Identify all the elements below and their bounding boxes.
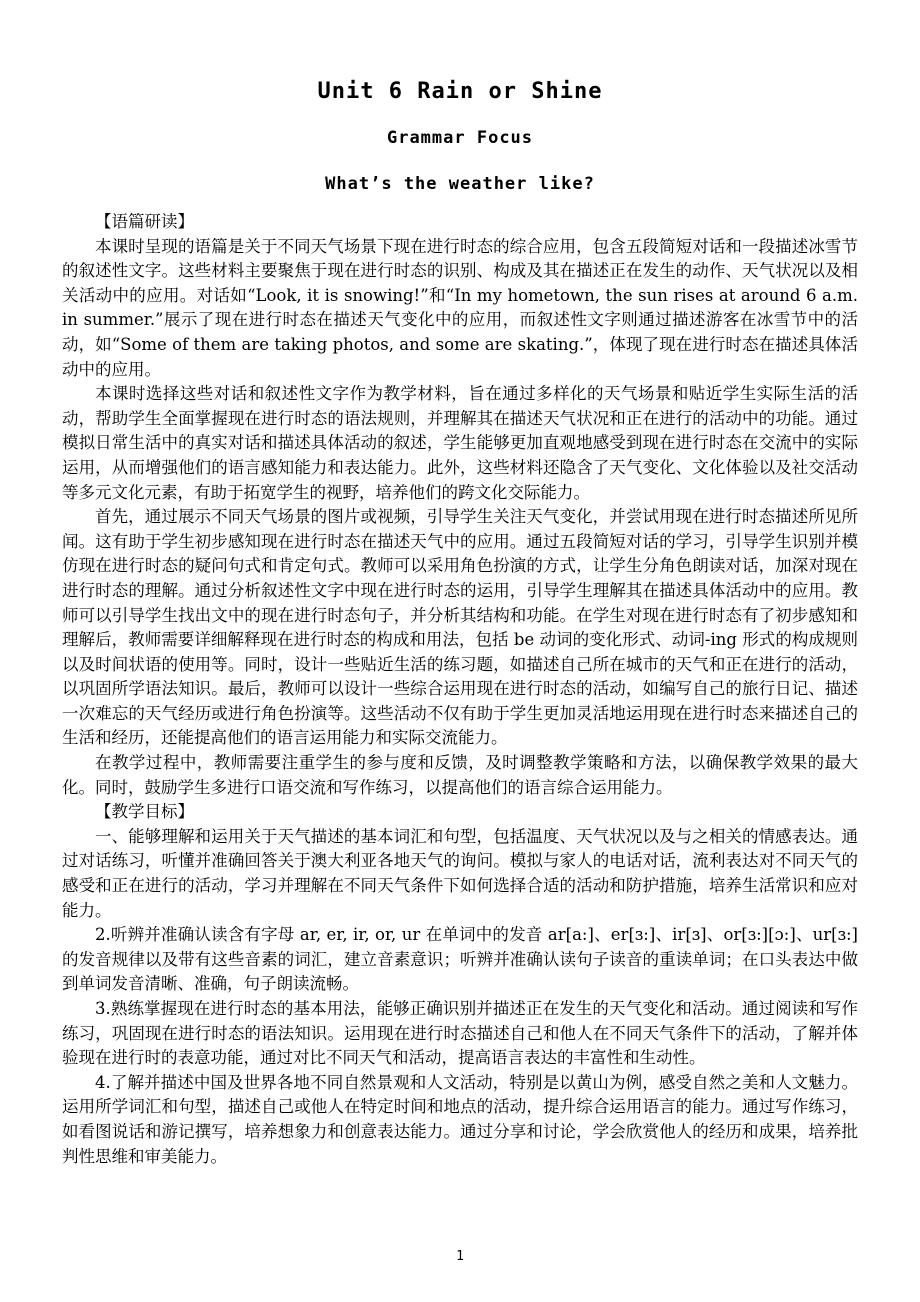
section-heading-teaching-objectives: 【教学目标】: [95, 802, 194, 822]
page-number: 1: [456, 1249, 464, 1264]
paragraph-objective-3: 3.熟练掌握现在进行时态的基本用法，能够正确识别并描述正在发生的天气变化和活动。通过阅读和写作练习，巩固现在进行时态的语法知识。运用现在进行时态描述自己和他人在不同天气条件下的活动，了解并体验现在进行时的表意功能，通过对比不同天气和活动，提高语言表达的丰富性和生动性。: [62, 999, 858, 1068]
document-subtitle-weather-question: What’s the weather like?: [325, 174, 595, 194]
paragraph-teaching-feedback: 在教学过程中，教师需要注重学生的参与度和反馈，及时调整教学策略和方法，以确保教学效果的最大化。同时，鼓励学生多进行口语交流和写作练习，以提高他们的语言综合运用能力。: [62, 753, 858, 797]
paragraph-objective-2: 2.听辨并准确认读含有字母 ar, er, ir, or, ur 在单词中的发音 ar[a:]、er[ɜ:]、ir[ɜ]、or[ɜ:][ɔ:]、ur[ɜ:]的发音规律以及带有这些音素的词汇，建立音素意识；听辨并准确认读句子读音的重读单词；在口头表达中做到单词发音清晰、准确，句子朗读流畅。: [62, 925, 858, 994]
document-title: Unit 6 Rain or Shine: [317, 79, 603, 104]
section-teaching-objectives: [62, 800, 858, 1169]
paragraph-objective-1: 一、能够理解和运用关于天气描述的基本词汇和句型，包括温度、天气状况以及与之相关的情感表达。通过对话练习，听懂并准确回答关于澳大利亚各地天气的询问。模拟与家人的电话对话，流利表达对不同天气的感受和正在进行的活动，学习并理解在不同天气条件下如何选择合适的活动和防护措施，培养生活常识和应对能力。: [62, 826, 858, 920]
paragraph-material-purpose: 本课时选择这些对话和叙述性文字作为教学材料，旨在通过多样化的天气场景和贴近学生实际生活的活动，帮助学生全面掌握现在进行时态的语法规则，并理解其在描述天气状况和正在进行的活动中的功能。通过模拟日常生活中的真实对话和描述具体活动的叙述，学生能够更加直观地感受到现在进行时态在交流中的实际运用，从而增强他们的语言感知能力和表达能力。此外，这些材料还隐含了天气变化、文化体验以及社交活动等多元文化元素，有助于拓宽学生的视野，培养他们的跨文化交际能力。: [62, 384, 858, 502]
document-subtitle-grammar-focus: Grammar Focus: [386, 128, 534, 148]
section-text-analysis: [62, 210, 858, 800]
paragraph-objective-4: 4.了解并描述中国及世界各地不同自然景观和人文活动，特别是以黄山为例，感受自然之美和人文魅力。运用所学词汇和句型，描述自己或他人在特定时间和地点的活动，提升综合运用语言的能力。通过写作练习，如看图说话和游记撰写，培养想象力和创意表达能力。通过分享和讨论，学会欣赏他人的经历和成果，培养批判性思维和审美能力。: [62, 1072, 858, 1166]
paragraph-text-overview: 本课时呈现的语篇是关于不同天气场景下现在进行时态的综合应用，包含五段简短对话和一段描述冰雪节的叙述性文字。这些材料主要聚焦于现在进行时态的识别、构成及其在描述正在发生的动作、天气状况以及相关活动中的应用。对话如“Look, it is snowing!”和“In my hometown, the sun rises at around 6 a.m. in summer.”展示了现在进行时态在描述天气变化中的应用，而叙述性文字则通过描述游客在冰雪节中的活动，如“Some of them are taking photos, and some are skating.”，体现了现在进行时态在描述具体活动中的应用。: [62, 236, 858, 379]
paragraph-teaching-process: 首先，通过展示不同天气场景的图片或视频，引导学生关注天气变化，并尝试用现在进行时态描述所见所闻。这有助于学生初步感知现在进行时态在描述天气中的应用。通过五段简短对话的学习，引导学生识别并模仿现在进行时态的疑问句式和肯定句式。教师可以采用角色扮演的方式，让学生分角色朗读对话，加深对现在进行时态的理解。通过分析叙述性文字中现在进行时态的运用，引导学生理解其在描述具体活动中的应用。教师可以引导学生找出文中的现在进行时态句子，并分析其结构和功能。在学生对现在进行时态有了初步感知和理解后，教师需要详细解释现在进行时态的构成和用法，包括 be 动词的变化形式、动词-ing 形式的构成规则以及时间状语的使用等。同时，设计一些贴近生活的练习题，如描述自己所在城市的天气和正在进行的活动，以巩固所学语法知识。最后，教师可以设计一些综合运用现在进行时态的活动，如编写自己的旅行日记、描述一次难忘的天气经历或进行角色扮演等。这些活动不仅有助于学生更加灵活地运用现在进行时态来描述自己的生活和经历，还能提高他们的语言运用能力和实际交流能力。: [62, 507, 858, 748]
section-heading-text-analysis: 【语篇研读】: [95, 212, 194, 231]
